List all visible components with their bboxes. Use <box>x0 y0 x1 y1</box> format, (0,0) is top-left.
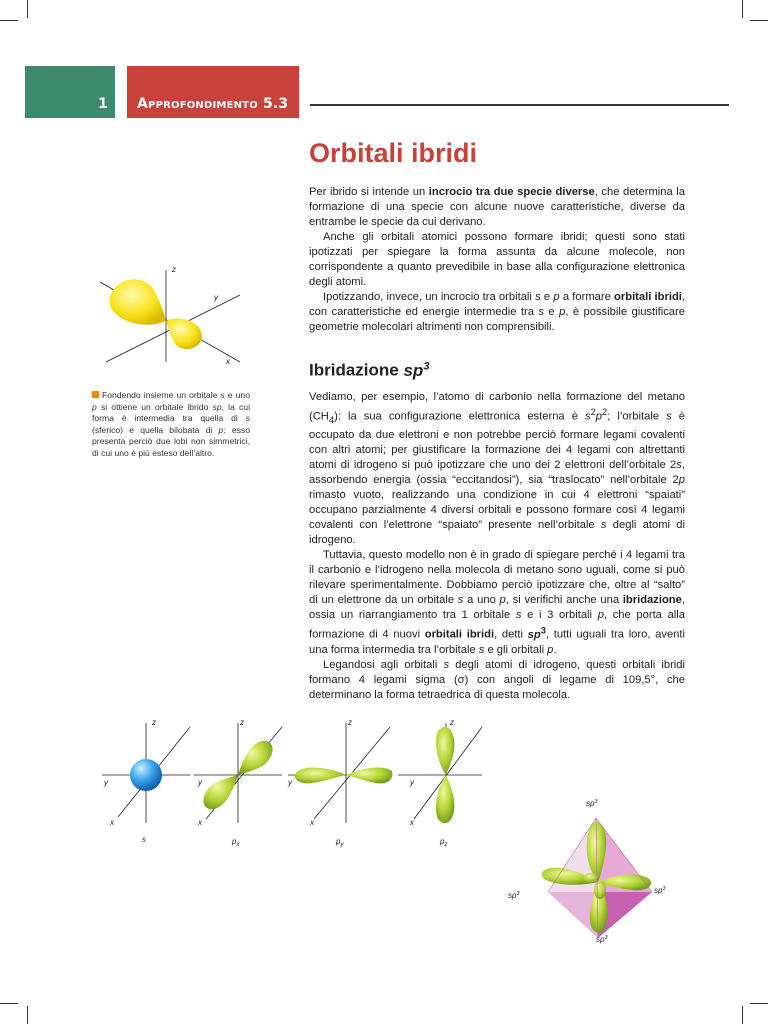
sp3-label-right: $sp^3$ <box>654 886 666 895</box>
section-heading: Ibridazione $sp^3$ <box>309 360 430 380</box>
x-axis-label: x <box>110 818 114 827</box>
x-axis-label: x <box>410 818 414 827</box>
y-axis-label: y <box>104 778 108 787</box>
chapter-number: 1 <box>98 96 108 112</box>
crop-mark <box>0 1003 18 1004</box>
intro-paragraph: Per ibrido si intende un incrocio tra due specie diverse, che determina la formazione di una specie con alcune nuove caratteristiche, diverse da entrambe le specie da cui derivano. <box>309 186 686 228</box>
intro-paragraph: Anche gli orbitali atomici possono formare ibridi; questi sono stati ipotizzati per spiegare la forma assunta da alcune molecole, non corrispondente a quanto prevedibile in base alla configurazione elettronica degli atomi. <box>309 231 685 288</box>
py-lobe-left <box>295 768 346 784</box>
z-axis-label: z <box>240 718 244 727</box>
intro-text <box>309 185 685 335</box>
s-sphere <box>130 759 162 791</box>
page-title: Orbitali ibridi <box>309 138 478 168</box>
py-orbital-figure <box>284 715 394 850</box>
pz-lobe-lower <box>436 775 454 823</box>
s-orbital-label: s <box>142 835 146 844</box>
caption-marker <box>92 391 99 398</box>
sp3-paragraph: Tuttavia, questo modello non è in grado di spiegare perché i 4 legami tra il carbonio e l’idrogeno nella molecola di metano sono uguali, come si può rilevare sperimentalmente. Dobbiamo perciò ipotizzare che, oltre al “salto” di un elettrone da un orbitale s a uno p, si verifichi anche una ibridazione, ossia un riarrangiamento tra 1 orbitale s e i 3 orbitali p, che porta alla formazione di 4 nuovi orbitali ibridi, detti $sp^3$, tutti uguali tra loro, aventi una forma intermedia tra l’orbitale s e gli orbitali p. <box>309 548 685 656</box>
x-axis-label: x <box>226 357 230 366</box>
sp3-paragraph: Vediamo, per esempio, l’atomo di carbonio nella formazione del metano $(CH_4)$: la sua configurazione elettronica esterna è $s^2p^2$; l’orbitale s è occupato da due elettroni e non potrebbe perciò formare legami covalenti con altri atomi; per giustificare la formazione dei 4 legami con altrettanti atomi di idrogeno si può ipotizzare che uno dei 2 elettroni dell’orbitale 2s, assorbendo energia (ossia “eccitandosi”), sia “traslocato” nell’orbitale 2p rimasto vuoto, realizzando una condizione in cui 4 elettroni “spaiati” occupano parzialmente 4 diversi orbitali e possono formare così 4 legami covalenti con l’elettrone “spaiato” presente nell’orbitale s degli atomi di idrogeno. <box>309 391 685 546</box>
sp3-small-lobe <box>594 881 606 899</box>
header-rule <box>310 104 729 106</box>
z-axis-label: z <box>450 718 454 727</box>
y-axis-label: y <box>410 778 414 787</box>
z-axis-label: z <box>348 718 352 727</box>
y-axis-label: y <box>214 293 218 302</box>
intro-paragraph: Ipotizzando, invece, un incrocio tra orbitali s e p a formare orbitali ibridi, con caratteristiche ed energie intermedie tra s e p, è possibile giustificare geometrie molecolari altrimenti non comprensibili. <box>309 291 686 333</box>
x-axis-label: x <box>198 818 202 827</box>
sp3-label-top: $sp^3$ <box>586 799 598 808</box>
sp3-small-lobe <box>583 873 599 883</box>
crop-mark <box>742 1006 743 1024</box>
crop-mark <box>750 20 768 21</box>
py-orbital-label: $p_y$ <box>336 837 344 848</box>
pz-orbital-label: $p_z$ <box>440 837 448 848</box>
sp3-tetrahedron-figure <box>500 790 700 955</box>
py-lobe-right <box>346 768 392 784</box>
section-label: Approfondimento 5.3 <box>137 96 289 112</box>
sp3-text <box>309 390 685 703</box>
pz-orbital-figure <box>394 715 484 850</box>
px-orbital-label: $p_x$ <box>232 837 240 848</box>
y-axis-label: y <box>198 778 202 787</box>
px-lobe-lower <box>203 775 238 809</box>
crop-mark <box>750 1003 768 1004</box>
px-lobe-upper <box>238 741 273 775</box>
small-lobe <box>166 318 202 349</box>
sp3-label-bottom: $sp^3$ <box>596 935 608 944</box>
x-axis-label: x <box>310 818 314 827</box>
crop-mark <box>0 20 18 21</box>
s-orbital-figure <box>100 715 192 850</box>
large-lobe <box>110 279 166 324</box>
y-axis-label: y <box>288 778 292 787</box>
sp3-paragraph: Legandosi agli orbitali s degli atomi di idrogeno, questi orbitali ibridi formano 4 legami sigma (σ) con angoli di legame di 109,5°, che determinano la forma tetraedrica di questa molecola. <box>309 658 685 701</box>
crop-mark <box>742 0 743 18</box>
crop-mark <box>27 1006 28 1024</box>
figure-caption: Fondendo insieme un orbitale s e uno p si ottiene un orbitale ibrido sp, la cui forma è intermedia tra quella di s (sferico) e quella bilobata di p: esso presenta perciò due lobi non simmetrici, di cui uno è più esteso dell’altro. <box>92 390 250 458</box>
sp3-label-left: $sp^3$ <box>508 891 520 900</box>
z-axis-label: z <box>172 265 176 274</box>
px-orbital-figure <box>192 715 284 850</box>
z-axis-label: z <box>152 718 156 727</box>
sp-orbital-figure <box>90 262 260 372</box>
crop-mark <box>27 0 28 18</box>
